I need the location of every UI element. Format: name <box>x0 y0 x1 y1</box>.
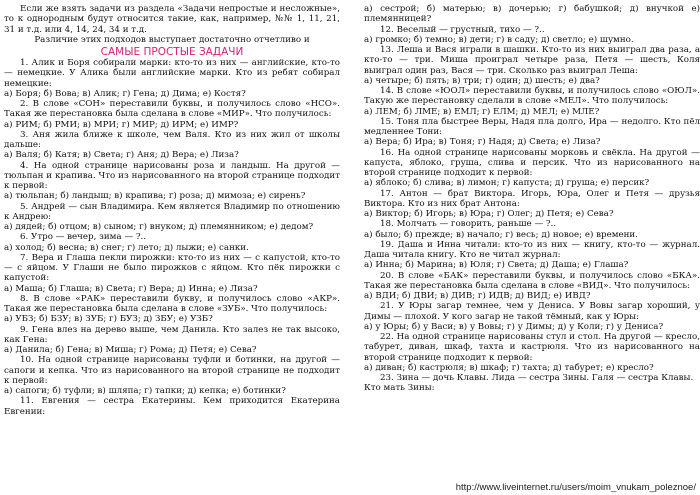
task-7: 7. Вера и Глаша пекли пирожки: кто-то из них — с капустой, кто-то — с яйцом. У Глаши не было пирожков с яйцом. Кто пёк пирожки с капустой: <box>4 252 340 284</box>
task-20: 20. В слове «БАК» переставили буквы, и получилось слово «БКА». Такая же перестановка была сделана в слове «ВИД». Что получилось: <box>364 270 700 291</box>
task-19-answers: а) Инна; б) Марина; в) Юля; г) Света; д) Даша; е) Глаша? <box>364 260 629 271</box>
intro-paragraph: Если же взять задачи из раздела «Задачи непростые и несложные», то к однородным будут относится такие, как, например, №№ 1, 11, 21, 31 и т.д. или 4, 14, 24, 34 и т.д. <box>4 4 340 35</box>
task-9: 9. Гена влез на дерево выше, чем Данила. Кто залез не так высоко, как Гена: <box>4 324 340 345</box>
task-5: 5. Андрей — сын Владимира. Кем является Владимир по отношению к Андрею: <box>4 201 340 222</box>
task-3: 3. Аня жила ближе к школе, чем Валя. Кто из них жил от школы дальше: <box>4 129 340 150</box>
task-17: 17. Антон — брат Виктора. Игорь, Юра, Олег и Петя — друзья Виктора. Кто из них брат Антона: <box>364 188 700 209</box>
task-15: 15. Тоня пла быстрее Веры, Надя пла долго, Ира — недолго. Кто пёл медленнее Тони: <box>364 116 700 137</box>
intro-line: Различие этих подходов выступает достаточно отчетливо и <box>34 34 310 45</box>
task-6-answers: а) холод; б) весна; в) снег; г) лето; д) лыжи; е) санки. <box>4 242 249 253</box>
task-2-answers: а) РИМ; б) РМИ; в) МРИ; г) МИР; д) ИРМ; е) ИМР? <box>4 119 239 130</box>
task-6: 6. Утро — вечер, зима — ?.. <box>20 232 146 243</box>
task-10-answers: а) сапоги; б) туфли; в) шляпа; г) тапки; д) кепка; е) ботинки? <box>4 386 286 396</box>
task-23: 23. Зина — дочь Клавы. Лида — сестра Зины. Галя — сестра Клавы. <box>380 373 694 383</box>
task-8: 8. В слове «РАК» переставили букву, и получилось слово «АКР». Такая же перестановка была сделана в слове «ЗУБ». Что получилось: <box>4 293 340 314</box>
source-url: http://www.liveinternet.ru/users/moim_vnukam_poleznoe/ <box>455 482 696 493</box>
task-11-answers: а) сестрой; б) матерью; в) дочерью; г) бабушкой; д) внучкой е) племянницей? <box>364 4 700 25</box>
task-15-answers: а) Вера; б) Ира; в) Тоня; г) Надя; д) Света; е) Лиза? <box>364 137 601 148</box>
task-12: 12. Веселый — грустный, тихо — ?.. <box>380 24 545 35</box>
task-1: 1. Алик и Боря собирали марки: кто-то из них — английские, кто-то — немецкие. У Алика были английские марки. Кто из ребят собирал немецкие: <box>4 58 340 89</box>
section-heading: САМЫЕ ПРОСТЫЕ ЗАДАЧИ <box>100 46 244 58</box>
task-12-answers: а) громко; б) темно; в) дети; г) в саду; д) светло; е) шумно. <box>364 34 634 45</box>
task-21: 21. У Юры загар темнее, чем у Дениса. У Вовы загар хороший, у Димы — плохой. У кого загар не такой тёмный, как у Юры: <box>364 301 700 322</box>
task-7-answers: а) Маша; б) Глаша; в) Света; г) Вера; д) Инна; е) Лиза? <box>4 283 258 294</box>
task-17-answers: а) Виктор; б) Игорь; в) Юра; г) Олег; д) Петя; е) Сева? <box>364 209 614 219</box>
left-page <box>4 4 340 492</box>
task-4-answers: а) тюльпан; б) ландыш; в) крапива; г) роза; д) мимоза; е) сирень? <box>4 191 306 202</box>
task-19: 19. Даша и Инна читали: кто-то из них — книгу, кто-то — журнал. Даша читала книгу. Кто не читал журнал: <box>364 239 700 260</box>
task-16-answers: а) яблоко; б) слива; в) лимон; г) капуста; д) груша; е) персик? <box>364 178 650 189</box>
task-4: 4. На одной странице нарисованы роза и ландыш. На другой — тюльпан и крапива. Что из нарисованного на второй странице подходит к первой: <box>4 160 340 191</box>
task-18: 18. Молчать — говорить, раньше — ?.. <box>380 219 557 230</box>
task-23-question: Кто мать Зины: <box>364 383 435 394</box>
task-14: 14. В слове «ЮОЛ» переставили буквы, и получилось слово «ОЮЛ». Такую же перестановку сделали в слове «МЕЛ». Что получилось: <box>364 86 700 107</box>
task-2: 2. В слове «СОН» переставили буквы, и получилось слово «НСО». Такая же перестановка была сделана в слове «МИР». Что получилось: <box>4 99 340 120</box>
task-22-answers: а) диван; б) кастрюля; в) шкаф; г) тахта; д) табурет; е) кресло? <box>364 362 654 373</box>
task-21-answers: а) у Юры; б) у Васи; в) у Вовы; г) у Димы; д) у Коли; г) у Дениса? <box>364 321 664 332</box>
task-14-answers: а) ЛЕМ; б) ЛМЕ; в) ЕМЛ; г) ЕЛМ; д) МЕЛ; е) МЛЕ? <box>364 106 600 117</box>
task-13-answers: а) четыре; б) пять; в) три; г) один; д) шесть; е) два? <box>364 75 600 86</box>
task-11: 11. Евгения — сестра Екатерины. Кем приходится Екатерина Евгении: <box>4 396 340 417</box>
task-8-answers: а) УБЗ; б) БЗУ; в) ЗУБ; г) БУЗ; д) ЗБУ; е) УЗБ? <box>4 314 213 325</box>
task-13: 13. Леша и Вася играли в шашки. Кто-то из них выиграл два раза, а кто-то — три. Миша проиграл четыре раза, Петя — шесть, Коля выиграл один раз, Вася — три. Сколько раз выиграл Леша: <box>364 45 700 76</box>
task-3-answers: а) Валя; б) Катя; в) Света; г) Аня; д) Вера; е) Лиза? <box>4 150 239 161</box>
task-10: 10. На одной странице нарисованы туфли и ботинки, на другой — сапоги и кепка. Что из нарисованного на второй странице не подходит к первой: <box>4 355 340 386</box>
task-5-answers: а) дядей; б) отцом; в) сыном; г) внуком; д) племянником; е) дедом? <box>4 222 314 232</box>
right-page <box>364 4 700 492</box>
task-1-answers: а) Боря; б) Вова; в) Алик; г) Гена; д) Дима; е) Костя? <box>4 88 246 99</box>
task-18-answers: а) было; б) прежде; в) начало; г) весь; д) новое; е) времени. <box>364 229 638 240</box>
task-16: 16. На одной странице нарисованы морковь и свёкла. На другой — капуста, яблоко, груша, слива и персик. Что из нарисованного на второй странице подходит к первой: <box>364 147 700 178</box>
task-9-answers: а) Данила; б) Гена; в) Миша; г) Рома; д) Петя; е) Сева? <box>4 345 257 355</box>
task-22: 22. На одной странице нарисованы стул и стол. На другой — кресло, табурет, диван, шкаф, тахта и кастрюля. Что из нарисованного на второй странице подходит к первой: <box>364 332 700 363</box>
task-20-answers: а) ВДИ; б) ДВИ; в) ДИВ; г) ИДВ; д) ВИД; е) ИВД? <box>364 291 591 301</box>
